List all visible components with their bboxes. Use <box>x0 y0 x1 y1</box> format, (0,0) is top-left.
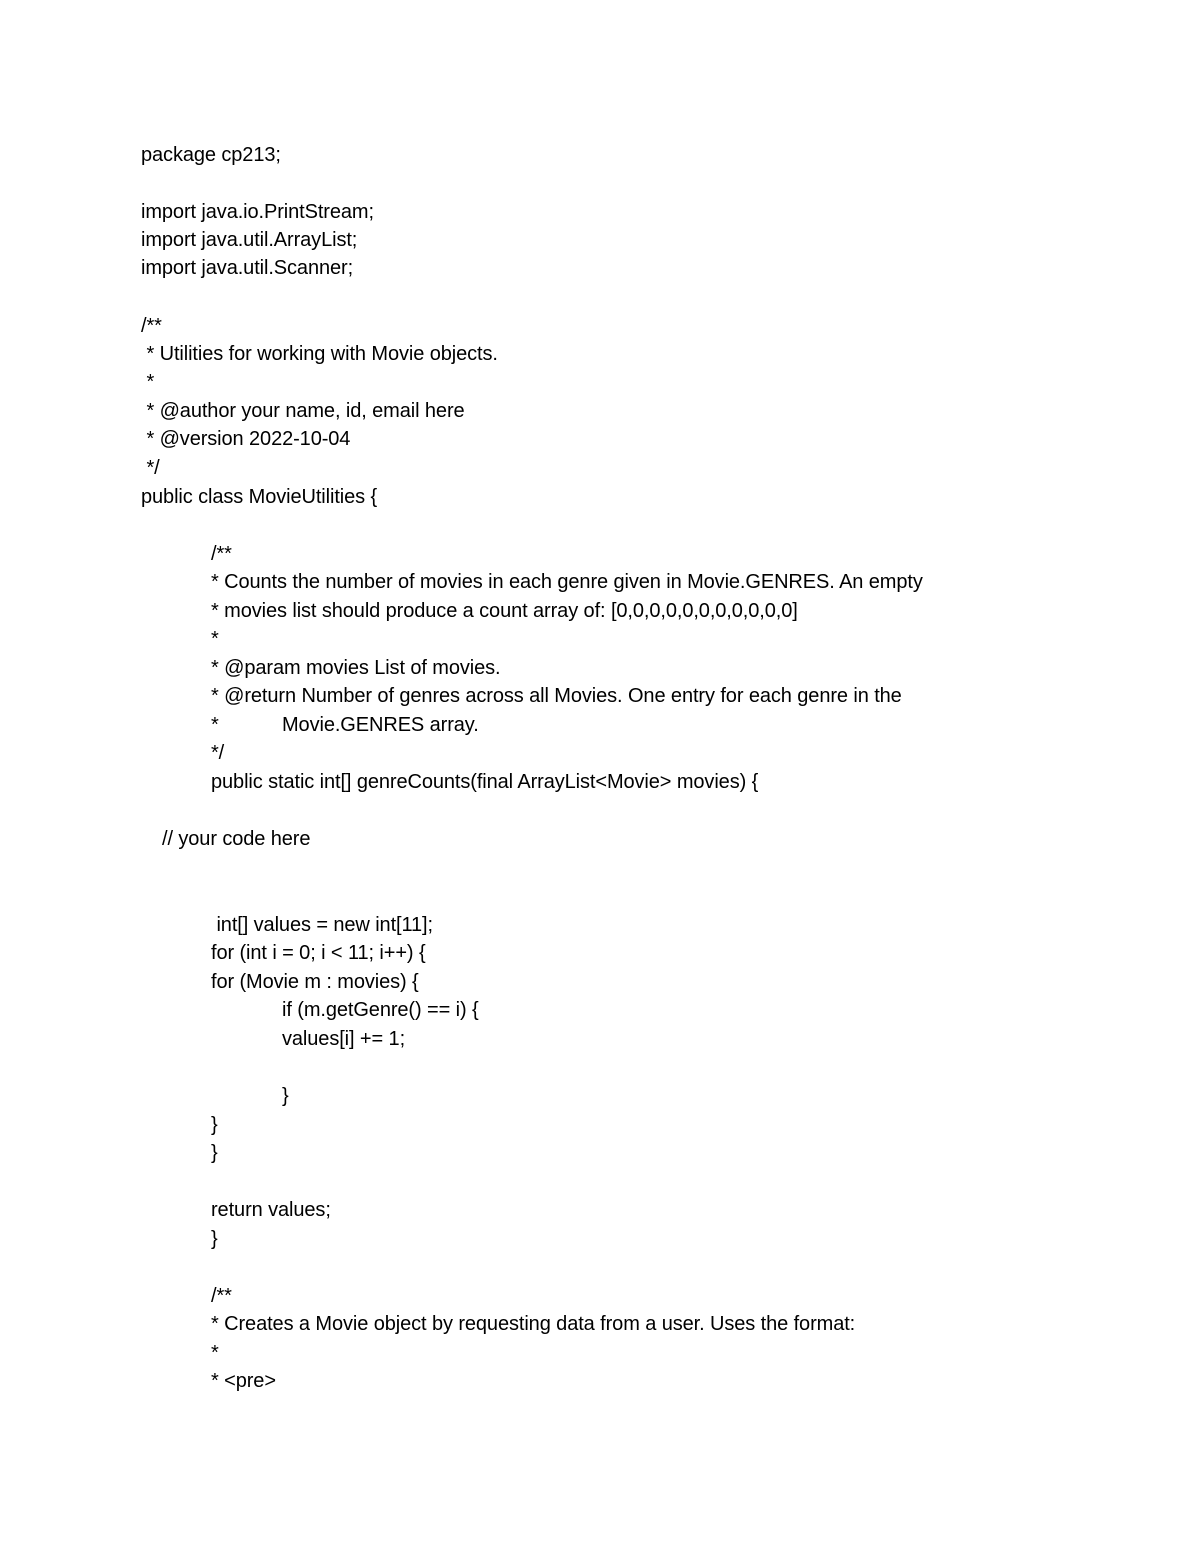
import-line: import java.util.ArrayList; <box>141 229 358 251</box>
class-comment-line: */ <box>141 457 160 479</box>
method-comment-line: /** <box>211 1285 232 1307</box>
method-comment-line: * @param movies List of movies. <box>211 657 501 679</box>
code-line: if (m.getGenre() == i) { <box>282 999 479 1021</box>
method-comment-line: * <box>211 1342 219 1364</box>
method-comment-line: * <box>211 628 219 650</box>
method-comment-line: * <pre> <box>211 1370 276 1392</box>
method-comment-line: * <box>211 714 219 736</box>
code-comment-line: // your code here <box>162 828 311 850</box>
method-comment-line: Movie.GENRES array. <box>282 714 479 736</box>
method-comment-line: * movies list should produce a count array of: [0,0,0,0,0,0,0,0,0,0,0] <box>211 600 798 622</box>
code-line: } <box>211 1114 218 1136</box>
class-comment-line: * @version 2022-10-04 <box>141 428 351 450</box>
code-line: for (int i = 0; i < 11; i++) { <box>211 942 426 964</box>
code-line: values[i] += 1; <box>282 1028 406 1050</box>
code-line: return values; <box>211 1199 331 1221</box>
code-line: } <box>282 1085 289 1107</box>
code-line: } <box>211 1228 218 1250</box>
import-line: import java.io.PrintStream; <box>141 201 374 223</box>
method-comment-line: /** <box>211 543 232 565</box>
method-comment-line: * @return Number of genres across all Movies. One entry for each genre in the <box>211 685 902 707</box>
class-comment-line: * @author your name, id, email here <box>141 400 465 422</box>
code-line: } <box>211 1142 218 1164</box>
code-line: int[] values = new int[11]; <box>211 914 433 936</box>
import-line: import java.util.Scanner; <box>141 257 354 279</box>
method-comment-line: */ <box>211 742 225 764</box>
class-comment-line: * Utilities for working with Movie objects. <box>141 343 498 365</box>
class-comment-line: * <box>141 371 155 393</box>
method-comment-line: * Counts the number of movies in each genre given in Movie.GENRES. An empty <box>211 571 923 593</box>
method-signature-line: public static int[] genreCounts(final ArrayList<Movie> movies) { <box>211 771 759 793</box>
class-declaration-line: public class MovieUtilities { <box>141 486 378 508</box>
package-line: package cp213; <box>141 144 281 166</box>
method-comment-line: * Creates a Movie object by requesting data from a user. Uses the format: <box>211 1313 856 1335</box>
class-comment-line: /** <box>141 315 162 337</box>
code-line: for (Movie m : movies) { <box>211 971 419 993</box>
